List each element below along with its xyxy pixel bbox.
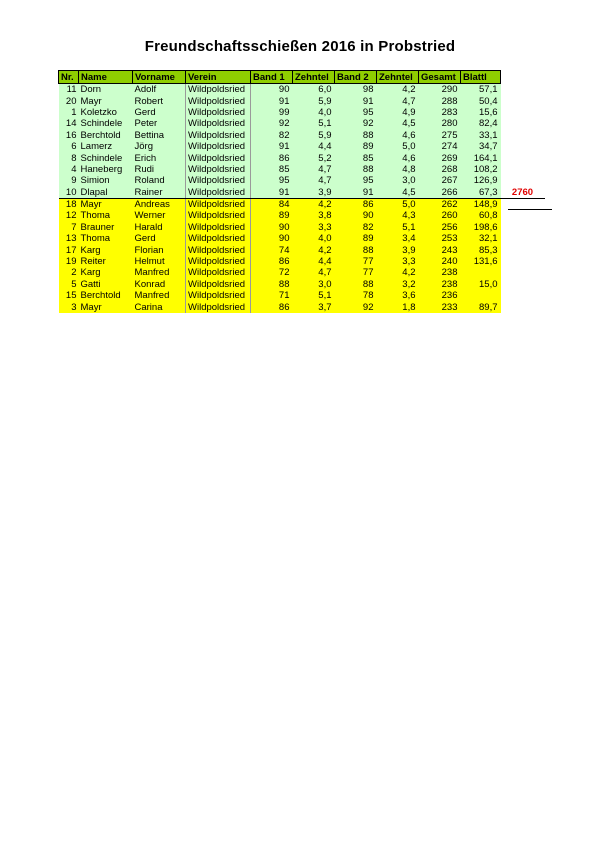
cell-vorname: Carina bbox=[133, 301, 186, 312]
cell-name: Gatti bbox=[79, 279, 133, 290]
cell-band2: 88 bbox=[335, 279, 377, 290]
cell-gesamt: 238 bbox=[419, 279, 461, 290]
cell-blattl: 15,0 bbox=[461, 279, 501, 290]
cell-nr: 1 bbox=[59, 107, 79, 118]
header-name: Name bbox=[79, 71, 133, 84]
cell-band1: 90 bbox=[251, 233, 293, 244]
header-band1: Band 1 bbox=[251, 71, 293, 84]
cell-zehntel2: 4,5 bbox=[377, 187, 419, 199]
cell-zehntel1: 4,4 bbox=[293, 256, 335, 267]
table-row bbox=[59, 118, 545, 129]
cell-band2: 88 bbox=[335, 130, 377, 141]
cell-band2: 98 bbox=[335, 84, 377, 96]
cell-extra bbox=[501, 222, 545, 233]
cell-zehntel2: 1,8 bbox=[377, 301, 419, 312]
cell-name: Lamerz bbox=[79, 141, 133, 152]
cell-verein: Wildpoldsried bbox=[186, 198, 251, 210]
cell-nr: 13 bbox=[59, 233, 79, 244]
cell-verein: Wildpoldsried bbox=[186, 118, 251, 129]
cell-vorname: Robert bbox=[133, 95, 186, 106]
cell-verein: Wildpoldsried bbox=[186, 290, 251, 301]
cell-extra bbox=[501, 233, 545, 244]
cell-vorname: Jörg bbox=[133, 141, 186, 152]
cell-verein: Wildpoldsried bbox=[186, 210, 251, 221]
cell-blattl: 108,2 bbox=[461, 164, 501, 175]
cell-nr: 18 bbox=[59, 198, 79, 210]
cell-name: Berchtold bbox=[79, 130, 133, 141]
table-row bbox=[59, 198, 545, 210]
cell-band1: 92 bbox=[251, 118, 293, 129]
cell-vorname: Peter bbox=[133, 118, 186, 129]
cell-verein: Wildpoldsried bbox=[186, 107, 251, 118]
cell-zehntel2: 3,9 bbox=[377, 244, 419, 255]
cell-name: Berchtold bbox=[79, 290, 133, 301]
cell-name: Schindele bbox=[79, 152, 133, 163]
cell-nr: 4 bbox=[59, 164, 79, 175]
cell-blattl: 57,1 bbox=[461, 84, 501, 96]
cell-zehntel2: 4,6 bbox=[377, 152, 419, 163]
table-row bbox=[59, 267, 545, 278]
cell-band2: 85 bbox=[335, 152, 377, 163]
cell-name: Karg bbox=[79, 244, 133, 255]
table-row bbox=[59, 210, 545, 221]
cell-band1: 89 bbox=[251, 210, 293, 221]
cell-extra bbox=[501, 267, 545, 278]
cell-nr: 14 bbox=[59, 118, 79, 129]
cell-zehntel2: 5,0 bbox=[377, 141, 419, 152]
cell-name: Reiter bbox=[79, 256, 133, 267]
table-row bbox=[59, 84, 545, 96]
cell-vorname: Manfred bbox=[133, 267, 186, 278]
cell-blattl: 33,1 bbox=[461, 130, 501, 141]
cell-zehntel2: 3,2 bbox=[377, 279, 419, 290]
table-row bbox=[59, 141, 545, 152]
cell-gesamt: 253 bbox=[419, 233, 461, 244]
header-band2: Band 2 bbox=[335, 71, 377, 84]
cell-vorname: Florian bbox=[133, 244, 186, 255]
cell-blattl: 82,4 bbox=[461, 118, 501, 129]
cell-band2: 88 bbox=[335, 244, 377, 255]
cell-zehntel2: 3,3 bbox=[377, 256, 419, 267]
cell-gesamt: 240 bbox=[419, 256, 461, 267]
cell-extra bbox=[501, 279, 545, 290]
cell-zehntel1: 4,7 bbox=[293, 164, 335, 175]
cell-extra bbox=[501, 152, 545, 163]
cell-vorname: Rainer bbox=[133, 187, 186, 199]
cell-verein: Wildpoldsried bbox=[186, 152, 251, 163]
cell-band1: 86 bbox=[251, 301, 293, 312]
cell-nr: 15 bbox=[59, 290, 79, 301]
cell-nr: 16 bbox=[59, 130, 79, 141]
cell-vorname: Adolf bbox=[133, 84, 186, 96]
cell-zehntel1: 4,2 bbox=[293, 198, 335, 210]
cell-vorname: Werner bbox=[133, 210, 186, 221]
cell-gesamt: 236 bbox=[419, 290, 461, 301]
cell-gesamt: 243 bbox=[419, 244, 461, 255]
cell-verein: Wildpoldsried bbox=[186, 267, 251, 278]
cell-vorname: Manfred bbox=[133, 290, 186, 301]
table-row bbox=[59, 233, 545, 244]
cell-band2: 89 bbox=[335, 233, 377, 244]
cell-gesamt: 260 bbox=[419, 210, 461, 221]
cell-nr: 20 bbox=[59, 95, 79, 106]
team-total: 2760 bbox=[501, 187, 545, 199]
cell-zehntel2: 3,0 bbox=[377, 175, 419, 186]
cell-band1: 71 bbox=[251, 290, 293, 301]
cell-vorname: Konrad bbox=[133, 279, 186, 290]
cell-band1: 99 bbox=[251, 107, 293, 118]
cell-extra bbox=[501, 118, 545, 129]
cell-extra bbox=[501, 107, 545, 118]
cell-name: Haneberg bbox=[79, 164, 133, 175]
cell-blattl: 89,7 bbox=[461, 301, 501, 312]
cell-band1: 88 bbox=[251, 279, 293, 290]
cell-nr: 8 bbox=[59, 152, 79, 163]
cell-verein: Wildpoldsried bbox=[186, 233, 251, 244]
cell-name: Karg bbox=[79, 267, 133, 278]
cell-blattl: 15,6 bbox=[461, 107, 501, 118]
cell-zehntel2: 3,6 bbox=[377, 290, 419, 301]
cell-extra bbox=[501, 84, 545, 96]
cell-band2: 78 bbox=[335, 290, 377, 301]
cell-gesamt: 275 bbox=[419, 130, 461, 141]
cell-name: Mayr bbox=[79, 198, 133, 210]
cell-name: Mayr bbox=[79, 301, 133, 312]
cell-verein: Wildpoldsried bbox=[186, 222, 251, 233]
cell-band1: 72 bbox=[251, 267, 293, 278]
cell-blattl: 131,6 bbox=[461, 256, 501, 267]
header-vorname: Vorname bbox=[133, 71, 186, 84]
cell-name: Koletzko bbox=[79, 107, 133, 118]
cell-zehntel2: 4,5 bbox=[377, 118, 419, 129]
cell-band2: 95 bbox=[335, 107, 377, 118]
cell-verein: Wildpoldsried bbox=[186, 187, 251, 199]
cell-zehntel1: 3,0 bbox=[293, 279, 335, 290]
cell-vorname: Gerd bbox=[133, 233, 186, 244]
cell-zehntel1: 3,7 bbox=[293, 301, 335, 312]
cell-verein: Wildpoldsried bbox=[186, 279, 251, 290]
table-row bbox=[59, 301, 545, 312]
cell-band1: 86 bbox=[251, 256, 293, 267]
cell-zehntel1: 5,2 bbox=[293, 152, 335, 163]
cell-nr: 9 bbox=[59, 175, 79, 186]
cell-verein: Wildpoldsried bbox=[186, 244, 251, 255]
cell-zehntel1: 4,0 bbox=[293, 233, 335, 244]
header-verein: Verein bbox=[186, 71, 251, 84]
cell-zehntel2: 4,8 bbox=[377, 164, 419, 175]
cell-band1: 84 bbox=[251, 198, 293, 210]
header-blattl: Blattl bbox=[461, 71, 501, 84]
cell-extra bbox=[501, 301, 545, 312]
cell-nr: 19 bbox=[59, 256, 79, 267]
cell-band2: 89 bbox=[335, 141, 377, 152]
cell-zehntel2: 5,0 bbox=[377, 198, 419, 210]
cell-zehntel2: 3,4 bbox=[377, 233, 419, 244]
cell-zehntel1: 3,8 bbox=[293, 210, 335, 221]
cell-zehntel2: 4,2 bbox=[377, 84, 419, 96]
cell-band1: 74 bbox=[251, 244, 293, 255]
cell-band2: 82 bbox=[335, 222, 377, 233]
cell-extra bbox=[501, 141, 545, 152]
cell-zehntel2: 4,3 bbox=[377, 210, 419, 221]
cell-extra bbox=[501, 256, 545, 267]
cell-name: Dorn bbox=[79, 84, 133, 96]
cell-nr: 5 bbox=[59, 279, 79, 290]
cell-band1: 85 bbox=[251, 164, 293, 175]
table-row bbox=[59, 187, 545, 199]
cell-band1: 91 bbox=[251, 187, 293, 199]
header-nr: Nr. bbox=[59, 71, 79, 84]
cell-vorname: Bettina bbox=[133, 130, 186, 141]
cell-blattl: 198,6 bbox=[461, 222, 501, 233]
cell-band2: 91 bbox=[335, 187, 377, 199]
cell-nr: 6 bbox=[59, 141, 79, 152]
cell-zehntel2: 5,1 bbox=[377, 222, 419, 233]
cell-zehntel1: 5,9 bbox=[293, 95, 335, 106]
cell-band2: 86 bbox=[335, 198, 377, 210]
total-underline bbox=[508, 209, 552, 210]
cell-gesamt: 267 bbox=[419, 175, 461, 186]
cell-blattl: 32,1 bbox=[461, 233, 501, 244]
cell-verein: Wildpoldsried bbox=[186, 130, 251, 141]
cell-extra bbox=[501, 175, 545, 186]
cell-gesamt: 288 bbox=[419, 95, 461, 106]
cell-band1: 90 bbox=[251, 84, 293, 96]
cell-blattl: 50,4 bbox=[461, 95, 501, 106]
cell-zehntel1: 5,1 bbox=[293, 290, 335, 301]
cell-zehntel1: 4,4 bbox=[293, 141, 335, 152]
table-row bbox=[59, 290, 545, 301]
header-gesamt: Gesamt bbox=[419, 71, 461, 84]
cell-verein: Wildpoldsried bbox=[186, 141, 251, 152]
cell-nr: 10 bbox=[59, 187, 79, 199]
cell-name: Thoma bbox=[79, 210, 133, 221]
cell-zehntel2: 4,6 bbox=[377, 130, 419, 141]
cell-name: Simion bbox=[79, 175, 133, 186]
cell-verein: Wildpoldsried bbox=[186, 175, 251, 186]
cell-name: Brauner bbox=[79, 222, 133, 233]
cell-extra bbox=[501, 95, 545, 106]
cell-zehntel1: 4,7 bbox=[293, 175, 335, 186]
cell-gesamt: 266 bbox=[419, 187, 461, 199]
cell-vorname: Harald bbox=[133, 222, 186, 233]
cell-extra bbox=[501, 130, 545, 141]
cell-band2: 92 bbox=[335, 118, 377, 129]
cell-gesamt: 283 bbox=[419, 107, 461, 118]
cell-vorname: Helmut bbox=[133, 256, 186, 267]
cell-blattl: 67,3 bbox=[461, 187, 501, 199]
cell-band2: 77 bbox=[335, 256, 377, 267]
cell-extra bbox=[501, 210, 545, 221]
cell-name: Schindele bbox=[79, 118, 133, 129]
cell-zehntel1: 5,9 bbox=[293, 130, 335, 141]
cell-zehntel1: 6,0 bbox=[293, 84, 335, 96]
cell-blattl bbox=[461, 290, 501, 301]
cell-vorname: Erich bbox=[133, 152, 186, 163]
header-zehntel2: Zehntel bbox=[377, 71, 419, 84]
cell-blattl: 164,1 bbox=[461, 152, 501, 163]
cell-band2: 91 bbox=[335, 95, 377, 106]
cell-vorname: Andreas bbox=[133, 198, 186, 210]
cell-blattl: 34,7 bbox=[461, 141, 501, 152]
cell-nr: 7 bbox=[59, 222, 79, 233]
header-row bbox=[59, 71, 545, 84]
table-row bbox=[59, 279, 545, 290]
cell-extra bbox=[501, 164, 545, 175]
table-row bbox=[59, 175, 545, 186]
cell-band1: 91 bbox=[251, 95, 293, 106]
results-table bbox=[58, 70, 545, 313]
cell-band1: 82 bbox=[251, 130, 293, 141]
cell-zehntel2: 4,9 bbox=[377, 107, 419, 118]
cell-verein: Wildpoldsried bbox=[186, 84, 251, 96]
cell-gesamt: 290 bbox=[419, 84, 461, 96]
cell-band2: 95 bbox=[335, 175, 377, 186]
table-row bbox=[59, 164, 545, 175]
cell-band1: 95 bbox=[251, 175, 293, 186]
cell-verein: Wildpoldsried bbox=[186, 301, 251, 312]
cell-vorname: Rudi bbox=[133, 164, 186, 175]
cell-zehntel1: 3,9 bbox=[293, 187, 335, 199]
cell-blattl: 148,9 bbox=[461, 198, 501, 210]
header-zehntel1: Zehntel bbox=[293, 71, 335, 84]
cell-blattl: 85,3 bbox=[461, 244, 501, 255]
table-row bbox=[59, 256, 545, 267]
cell-nr: 12 bbox=[59, 210, 79, 221]
cell-band1: 90 bbox=[251, 222, 293, 233]
cell-nr: 3 bbox=[59, 301, 79, 312]
cell-blattl bbox=[461, 267, 501, 278]
cell-verein: Wildpoldsried bbox=[186, 256, 251, 267]
cell-gesamt: 274 bbox=[419, 141, 461, 152]
table-row bbox=[59, 130, 545, 141]
cell-band2: 88 bbox=[335, 164, 377, 175]
cell-zehntel1: 4,2 bbox=[293, 244, 335, 255]
cell-gesamt: 238 bbox=[419, 267, 461, 278]
cell-zehntel1: 4,0 bbox=[293, 107, 335, 118]
cell-vorname: Roland bbox=[133, 175, 186, 186]
cell-gesamt: 233 bbox=[419, 301, 461, 312]
cell-zehntel2: 4,7 bbox=[377, 95, 419, 106]
cell-gesamt: 280 bbox=[419, 118, 461, 129]
cell-gesamt: 256 bbox=[419, 222, 461, 233]
cell-zehntel2: 4,2 bbox=[377, 267, 419, 278]
cell-nr: 2 bbox=[59, 267, 79, 278]
table-row bbox=[59, 107, 545, 118]
table-row bbox=[59, 152, 545, 163]
cell-zehntel1: 3,3 bbox=[293, 222, 335, 233]
cell-extra bbox=[501, 244, 545, 255]
cell-name: Mayr bbox=[79, 95, 133, 106]
cell-gesamt: 262 bbox=[419, 198, 461, 210]
cell-band2: 77 bbox=[335, 267, 377, 278]
cell-nr: 11 bbox=[59, 84, 79, 96]
cell-band1: 86 bbox=[251, 152, 293, 163]
cell-verein: Wildpoldsried bbox=[186, 95, 251, 106]
cell-band2: 92 bbox=[335, 301, 377, 312]
table-row bbox=[59, 95, 545, 106]
cell-name: Dlapal bbox=[79, 187, 133, 199]
cell-verein: Wildpoldsried bbox=[186, 164, 251, 175]
table-row bbox=[59, 222, 545, 233]
cell-name: Thoma bbox=[79, 233, 133, 244]
cell-gesamt: 268 bbox=[419, 164, 461, 175]
cell-gesamt: 269 bbox=[419, 152, 461, 163]
cell-zehntel1: 4,7 bbox=[293, 267, 335, 278]
cell-band2: 90 bbox=[335, 210, 377, 221]
table-row bbox=[59, 244, 545, 255]
cell-blattl: 60,8 bbox=[461, 210, 501, 221]
cell-vorname: Gerd bbox=[133, 107, 186, 118]
page-title: Freundschaftsschießen 2016 in Probstried bbox=[144, 38, 456, 55]
cell-blattl: 126,9 bbox=[461, 175, 501, 186]
cell-band1: 91 bbox=[251, 141, 293, 152]
cell-zehntel1: 5,1 bbox=[293, 118, 335, 129]
cell-nr: 17 bbox=[59, 244, 79, 255]
cell-extra bbox=[501, 290, 545, 301]
